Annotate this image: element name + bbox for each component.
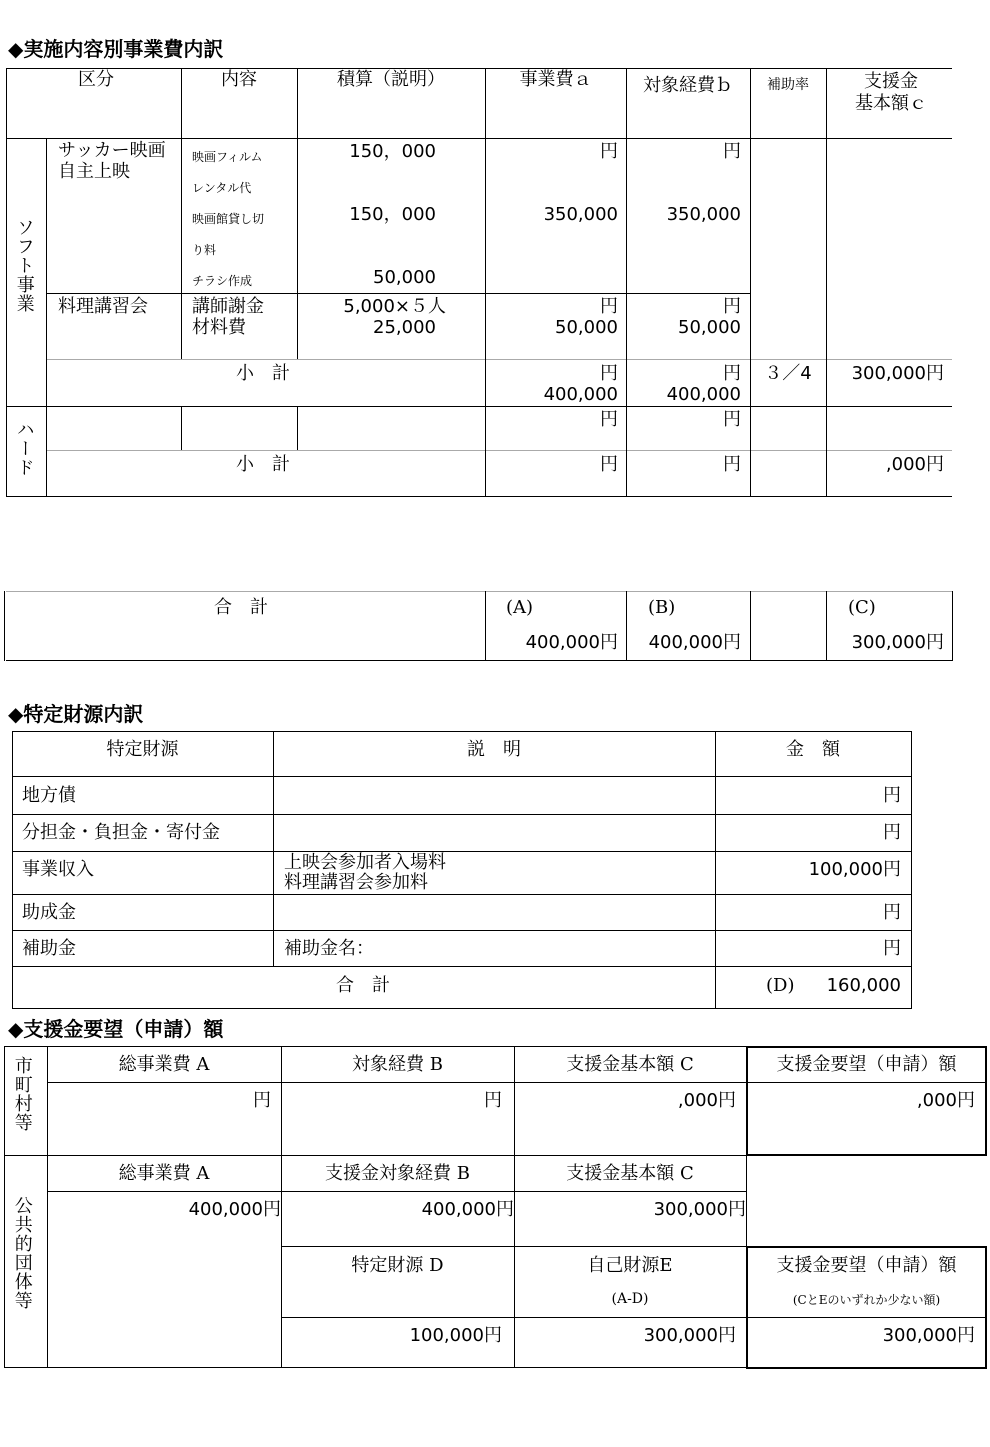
header-category: 区分 [78,69,114,90]
soccer-cost-a: 350,000 [543,204,618,225]
header-base-c-line1: 支援金 [864,71,918,92]
cooking-event-name: 料理講習会 [58,296,148,317]
pub-own-funding-value: 300,000円 [643,1325,736,1346]
soccer-calc-2: 150，000 [349,204,436,225]
cooking-cost-a: 50,000 [555,317,618,338]
soccer-item: チラシ作成 [192,274,253,288]
pub-header-request-amount: 支援金要望（申請）額 [776,1255,957,1276]
soccer-item: 映画館貸し切 [192,212,265,226]
funding-header-description: 説 明 [467,739,521,760]
soccer-item: 映画フィルム [192,150,263,164]
funding-row-amount: 円 [883,938,901,959]
total-b-tag: (B) [648,597,676,618]
pub-request-amount-value: 300,000円 [882,1325,975,1346]
funding-row-source: 事業収入 [22,859,94,880]
muni-total-cost-value: 円 [253,1090,271,1111]
soft-subtotal-base-c: 300,000円 [851,363,944,384]
cooking-target-b: 50,000 [678,317,741,338]
funding-header-source: 特定財源 [106,739,179,760]
hard-subtotal-yen-b: 円 [723,454,741,475]
funding-row-amount: 円 [883,785,901,806]
funding-row-source: 助成金 [22,902,76,923]
soccer-yen-a: 円 [600,141,618,162]
hard-yen-a: 円 [600,409,618,430]
funding-row-description: 上映会参加者入場料 [284,852,446,873]
hard-subtotal-yen-a: 円 [600,454,618,475]
muni-header-target-cost: 対象経費 B [352,1054,443,1075]
hard-project-label: ハード [13,420,35,477]
header-base-c-line2: 基本額ｃ [855,93,927,114]
header-target-b: 対象経費ｂ [643,75,733,96]
muni-target-cost-value: 円 [484,1090,502,1111]
soft-project-label: ソフト事業 [13,218,35,313]
total-b-value: 400,000円 [648,632,741,653]
cooking-calc-2: 25,000 [373,317,436,338]
funding-row-description: 補助金名： [284,938,374,959]
soft-subtotal-label: 小 計 [236,363,290,384]
soccer-item: レンタル代 [192,181,252,195]
funding-row-amount: 円 [883,822,901,843]
hard-yen-b: 円 [723,409,741,430]
pub-own-funding-formula: (A-D) [611,1291,649,1307]
funding-row-source: 補助金 [22,938,76,959]
pub-header-target-cost: 支援金対象経費 B [325,1163,470,1184]
municipal-label: 市町村等 [11,1056,33,1132]
pub-header-total-cost: 総事業費 A [118,1163,210,1184]
cooking-yen-b: 円 [723,296,741,317]
total-c-value: 300,000円 [851,632,944,653]
pub-specific-funding-value: 100,000円 [409,1325,502,1346]
soft-subtotal-yen-a: 円 [600,363,618,384]
header-content: 内容 [221,69,257,90]
soft-subtotal-rate: ３／4 [764,363,812,384]
total-a-value: 400,000円 [525,632,618,653]
pub-target-cost-value: 400,000円 [421,1199,514,1220]
hard-subtotal-base-c: ,000円 [885,454,944,475]
soccer-item: り料 [192,243,217,257]
funding-total-value: 160,000 [826,975,901,996]
total-c-tag: (C) [848,597,876,618]
funding-row-source: 分担金・負担金・寄付金 [22,822,220,843]
public-org-label: 公共的団体等 [11,1196,33,1310]
total-a-tag: (A) [506,597,534,618]
soccer-event-name: サッカー映画自主上映 [58,140,166,182]
funding-row-amount: 100,000円 [808,859,901,880]
breakdown-section-title: ◆実施内容別事業費内訳 [8,37,224,61]
cooking-item-2: 材料費 [192,317,246,338]
header-calculation: 積算（説明） [337,69,445,90]
pub-total-cost-value: 400,000円 [188,1199,281,1220]
funding-total-tag: (D) [766,975,795,996]
muni-header-request-amount: 支援金要望（申請）額 [776,1054,957,1075]
soccer-calc-1: 150，000 [349,141,436,162]
pub-base-amount-value: 300,000円 [653,1199,746,1220]
header-cost-a: 事業費ａ [519,69,592,90]
muni-base-amount-value: ,000円 [677,1090,736,1111]
muni-request-amount-value: ,000円 [916,1090,975,1111]
pub-header-base-amount: 支援金基本額 C [566,1163,694,1184]
funding-section-title: ◆特定財源内訳 [8,702,144,726]
header-rate: 補助率 [767,77,809,93]
pub-header-specific-funding: 特定財源 D [351,1255,444,1276]
total-label: 合 計 [214,597,268,618]
soft-subtotal-target-b: 400,000 [666,384,741,405]
soft-subtotal-cost-a: 400,000 [543,384,618,405]
soccer-calc-3: 50,000 [373,267,436,288]
funding-row-amount: 円 [883,902,901,923]
pub-request-note: (CとEのいずれか少ない額) [792,1293,941,1307]
funding-total-label: 合 計 [336,975,390,996]
soccer-target-b: 350,000 [666,204,741,225]
hard-subtotal-label: 小 計 [236,454,290,475]
soccer-yen-b: 円 [723,141,741,162]
funding-header-amount: 金 額 [786,739,840,760]
funding-row-source: 地方債 [22,785,76,806]
cooking-item-1: 講師謝金 [192,296,264,317]
cooking-yen-a: 円 [600,296,618,317]
request-section-title: ◆支援金要望（申請）額 [8,1017,224,1041]
cooking-calc-1: 5,000×５人 [343,296,446,317]
soft-subtotal-yen-b: 円 [723,363,741,384]
muni-header-total-cost: 総事業費 A [118,1054,210,1075]
funding-row-description-2: 料理講習会参加料 [284,872,428,893]
pub-header-own-funding: 自己財源E [587,1255,673,1276]
muni-header-base-amount: 支援金基本額 C [566,1054,694,1075]
